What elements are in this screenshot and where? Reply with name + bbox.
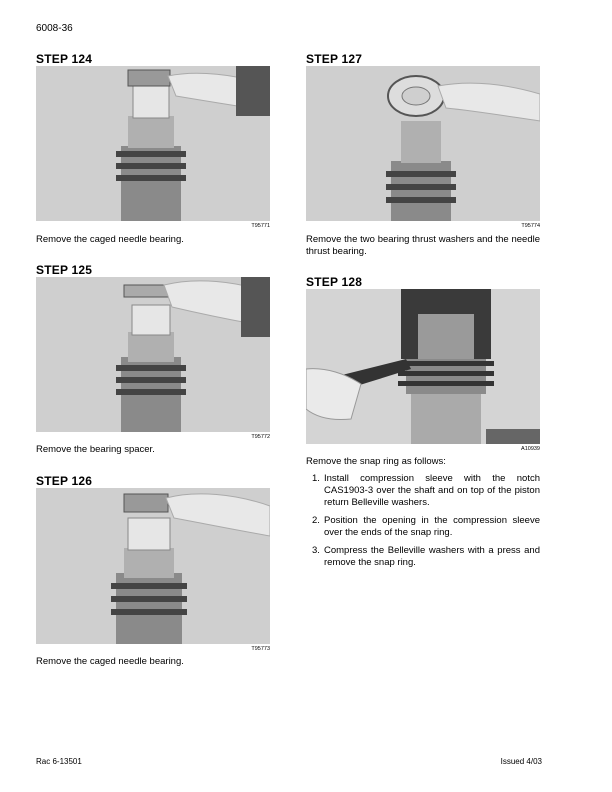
- step-125-figure-id: T95772: [251, 434, 270, 440]
- step-124-photo: [36, 66, 270, 221]
- instruction-text: Install compression sleeve with the notch CAS1903-3 over the shaft and on top of the piston return Belleville washers.: [324, 473, 540, 508]
- step-128-photo: [306, 289, 540, 444]
- step-125-caption: Remove the bearing spacer.: [36, 444, 155, 455]
- step-127-caption: Remove the two bearing thrust washers and the needle thrust bearing.: [306, 234, 540, 257]
- instruction-text: Position the opening in the compression sleeve over the ends of the snap ring.: [324, 515, 540, 538]
- instruction-item: [306, 545, 540, 569]
- step-126-figure-id: T95773: [251, 646, 270, 652]
- step-125-title: STEP 125: [36, 263, 93, 277]
- step-128-title: STEP 128: [306, 275, 363, 289]
- step-127-title: STEP 127: [306, 52, 363, 66]
- step-127-photo: [306, 66, 540, 221]
- step-126-photo: [36, 488, 270, 644]
- instruction-item: [306, 515, 540, 539]
- step-124-caption: Remove the caged needle bearing.: [36, 234, 184, 245]
- instruction-number: 2.: [312, 515, 320, 526]
- step-124-title: STEP 124: [36, 52, 93, 66]
- instruction-number: 3.: [312, 545, 320, 556]
- instruction-text: Compress the Belleville washers with a press and remove the snap ring.: [324, 545, 540, 568]
- step-127-figure-id: T95774: [521, 223, 540, 229]
- footer-issue-date: Issued 4/03: [500, 757, 542, 766]
- step-126-caption: Remove the caged needle bearing.: [36, 656, 184, 667]
- step-128-figure-id: A10939: [521, 446, 540, 452]
- footer-doc-id: Rac 6-13501: [36, 757, 82, 766]
- step-128-caption: Remove the snap ring as follows:: [306, 456, 446, 467]
- instruction-number: 1.: [312, 473, 320, 484]
- instruction-item: [306, 473, 540, 509]
- step-128-instructions: [306, 473, 540, 575]
- step-125-photo: [36, 277, 270, 432]
- step-126-title: STEP 126: [36, 474, 93, 488]
- page-number: 6008-36: [36, 23, 73, 34]
- step-124-figure-id: T95771: [251, 223, 270, 229]
